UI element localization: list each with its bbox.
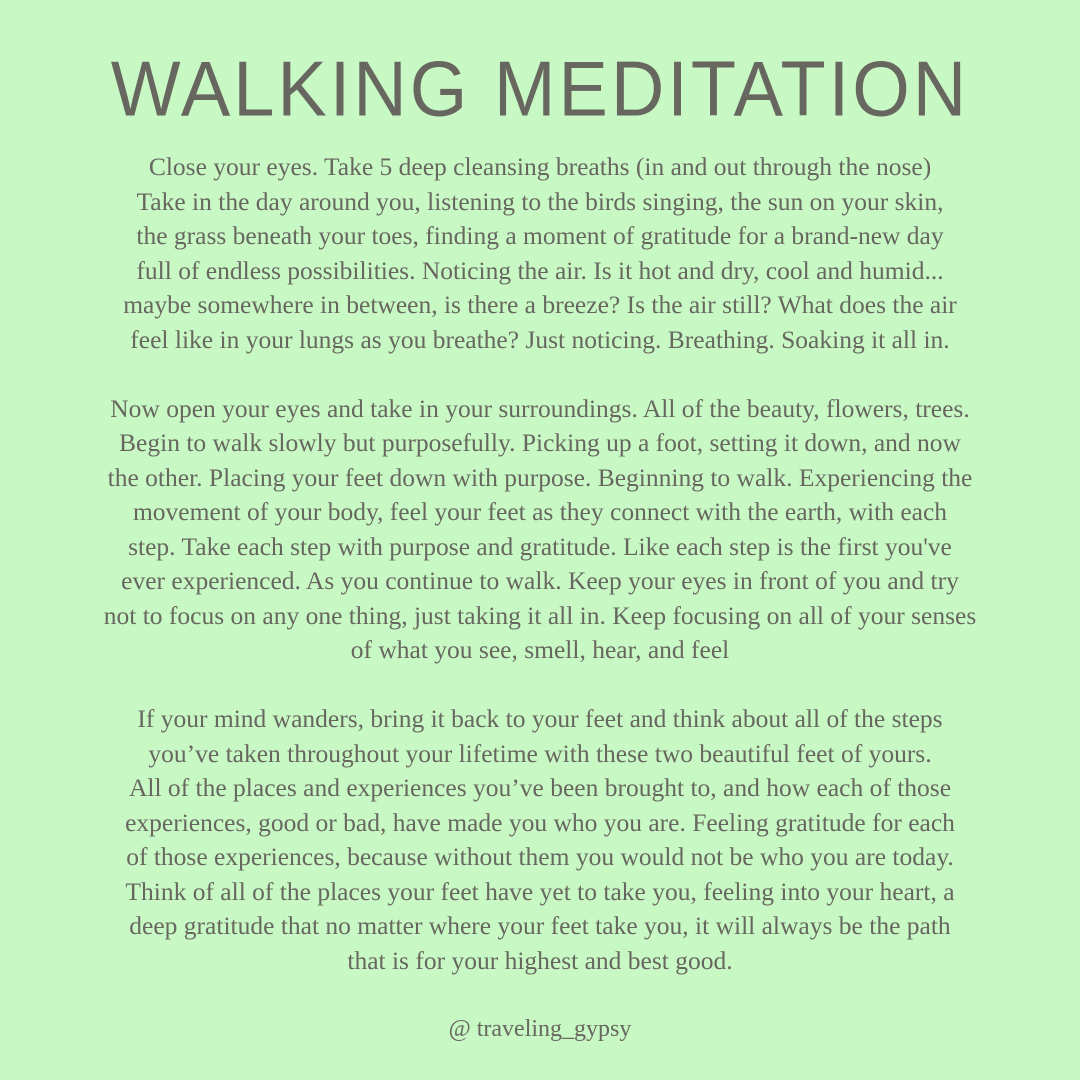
text-line: full of endless possibilities. Noticing the air. Is it hot and dry, cool and humid... (136, 255, 944, 285)
paragraph-2 (50, 392, 1030, 668)
text-line: not to focus on any one thing, just taking it all in. Keep focusing on all of your senses (103, 600, 977, 630)
text-line: of those experiences, because without them you would not be who you are today. (126, 842, 954, 871)
text-line: deep gratitude that no matter where your feet take you, it will always be the path (129, 911, 951, 940)
text-line: Begin to walk slowly but purposefully. Picking up a foot, setting it down, and now (119, 428, 961, 457)
text-line: step. Take each step with purpose and gratitude. Like each step is the first you've (128, 531, 952, 561)
text-line: Now open your eyes and take in your surroundings. All of the beauty, flowers, trees. (110, 393, 970, 423)
text-line: experiences, good or bad, have made you who you are. Feeling gratitude for each (125, 807, 955, 837)
author-handle: @ traveling_gypsy (448, 1016, 632, 1042)
text-line: All of the places and experiences you’ve been brought to, and how each of those (128, 773, 952, 802)
text-line: the other. Placing your feet down with purpose. Beginning to walk. Experiencing the (107, 462, 973, 492)
text-line: maybe somewhere in between, is there a breeze? Is the air still? What does the air (123, 290, 957, 319)
meditation-text (50, 150, 1030, 1013)
text-line: ever experienced. As you continue to walk. Keep your eyes in front of you and try (121, 566, 959, 595)
text-line: that is for your highest and best good. (347, 945, 733, 975)
text-line: Close your eyes. Take 5 deep cleansing breaths (in and out through the nose) (148, 152, 932, 181)
page-title: WALKING MEDITATION (110, 44, 970, 133)
text-line: the grass beneath your toes, finding a moment of gratitude for a brand-new day (136, 221, 944, 250)
text-line: feel like in your lungs as you breathe? Just noticing. Breathing. Soaking it all in. (130, 324, 950, 354)
text-line: If your mind wanders, bring it back to your feet and think about all of the steps (137, 704, 943, 733)
text-line: movement of your body, feel your feet as they connect with the earth, with each (132, 497, 948, 526)
text-line: you’ve taken throughout your lifetime with these two beautiful feet of yours. (148, 738, 932, 768)
text-line: of what you see, smell, hear, and feel (350, 635, 730, 664)
text-line: Take in the day around you, listening to the birds singing, the sun on your skin, (136, 186, 944, 216)
text-line: Think of all of the places your feet have yet to take you, feeling into your heart, a (125, 876, 955, 906)
paragraph-3 (50, 702, 1030, 978)
paragraph-1 (50, 150, 1030, 357)
